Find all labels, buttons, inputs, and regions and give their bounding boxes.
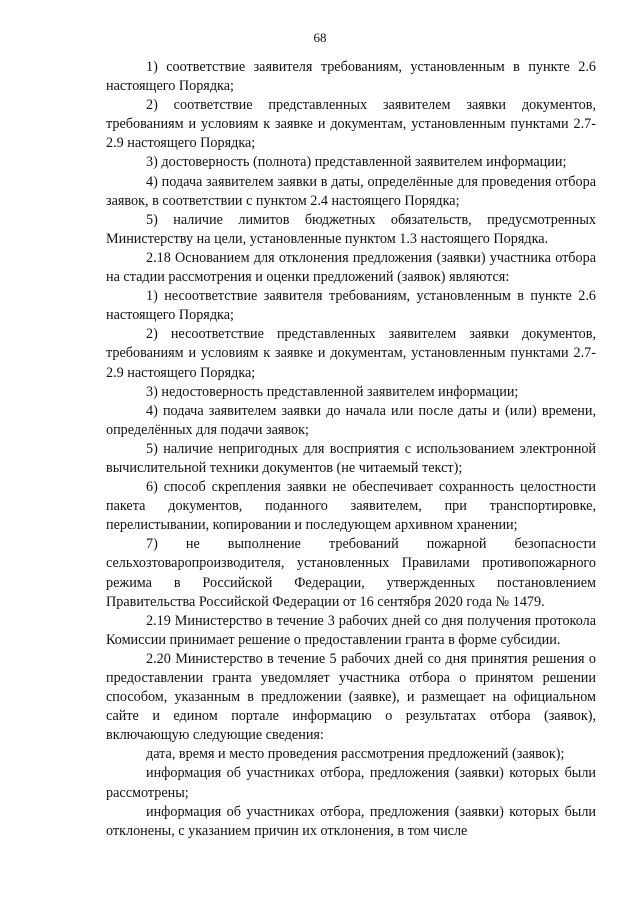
paragraph-2-20: 2.20 Министерство в течение 5 рабочих дней со дня принятия решения о предоставлении гранта уведомляет участника отбора о принятом решении способом, указанным в предложении (заявке), и размещает на официальном сайте и едином портале информацию о результатах отбора (заявок), включающую следующие сведения:: [106, 650, 596, 744]
paragraph-reject-7: 7) не выполнение требований пожарной безопасности сельхозтоваропроизводителя, установленных Правилами противопожарного режима в Российской Федерации, утвержденных постановлением Правительства Российской Федерации от 16 сентября 2020 года № 1479.: [106, 536, 596, 610]
document-body: [106, 58, 596, 841]
paragraph-info-reviewed: информация об участниках отбора, предложения (заявки) которых были рассмотрены;: [106, 765, 596, 801]
paragraph-2-19: 2.19 Министерство в течение 3 рабочих дней со дня получения протокола Комиссии принимает решение о предоставлении гранта в форме субсидии.: [106, 612, 596, 648]
paragraph-item-4: 4) подача заявителем заявки в даты, определённые для проведения отбора заявок, в соответствии с пунктом 2.4 настоящего Порядка;: [106, 173, 596, 209]
paragraph-item-5: 5) наличие лимитов бюджетных обязательств, предусмотренных Министерству на цели, установленные пунктом 1.3 настоящего Порядка.: [106, 211, 596, 247]
paragraph-reject-1: 1) несоответствие заявителя требованиям, установленным в пункте 2.6 настоящего Порядка;: [106, 288, 596, 324]
paragraph-item-1: 1) соответствие заявителя требованиям, установленным в пункте 2.6 настоящего Порядка;: [106, 59, 596, 95]
paragraph-reject-5: 5) наличие непригодных для восприятия с использованием электронной вычислительной техники документов (не читаемый текст);: [106, 440, 596, 476]
paragraph-reject-4: 4) подача заявителем заявки до начала или после даты и (или) времени, определённых для подачи заявок;: [106, 402, 596, 438]
paragraph-2-18: 2.18 Основанием для отклонения предложения (заявки) участника отбора на стадии рассмотрения и оценки предложений (заявок) являются:: [106, 249, 596, 286]
paragraph-info-rejected: информация об участниках отбора, предложения (заявки) которых были отклонены, с указанием причин их отклонения, в том числе: [106, 803, 596, 839]
paragraph-reject-2: 2) несоответствие представленных заявителем заявки документов, требованиям и условиям к заявке и документам, установленным пунктами 2.7-2.9 настоящего Порядка;: [106, 326, 596, 381]
page-number: 68: [313, 30, 327, 45]
paragraph-reject-6: 6) способ скрепления заявки не обеспечивает сохранность целостности пакета документов, поданного заявителем, при транспортировке, перелистывании, копировании и последующем архивном хранении;: [106, 479, 596, 534]
paragraph-info-date: дата, время и место проведения рассмотрения предложений (заявок);: [146, 746, 565, 763]
paragraph-item-2: 2) соответствие представленных заявителем заявки документов, требованиям и условиям к заявке и документам, установленным пунктами 2.7-2.9 настоящего Порядка;: [106, 97, 596, 152]
paragraph-item-3: 3) достоверность (полнота) представленной заявителем информации;: [146, 154, 567, 171]
paragraph-reject-3: 3) недостоверность представленной заявителем информации;: [146, 383, 519, 400]
